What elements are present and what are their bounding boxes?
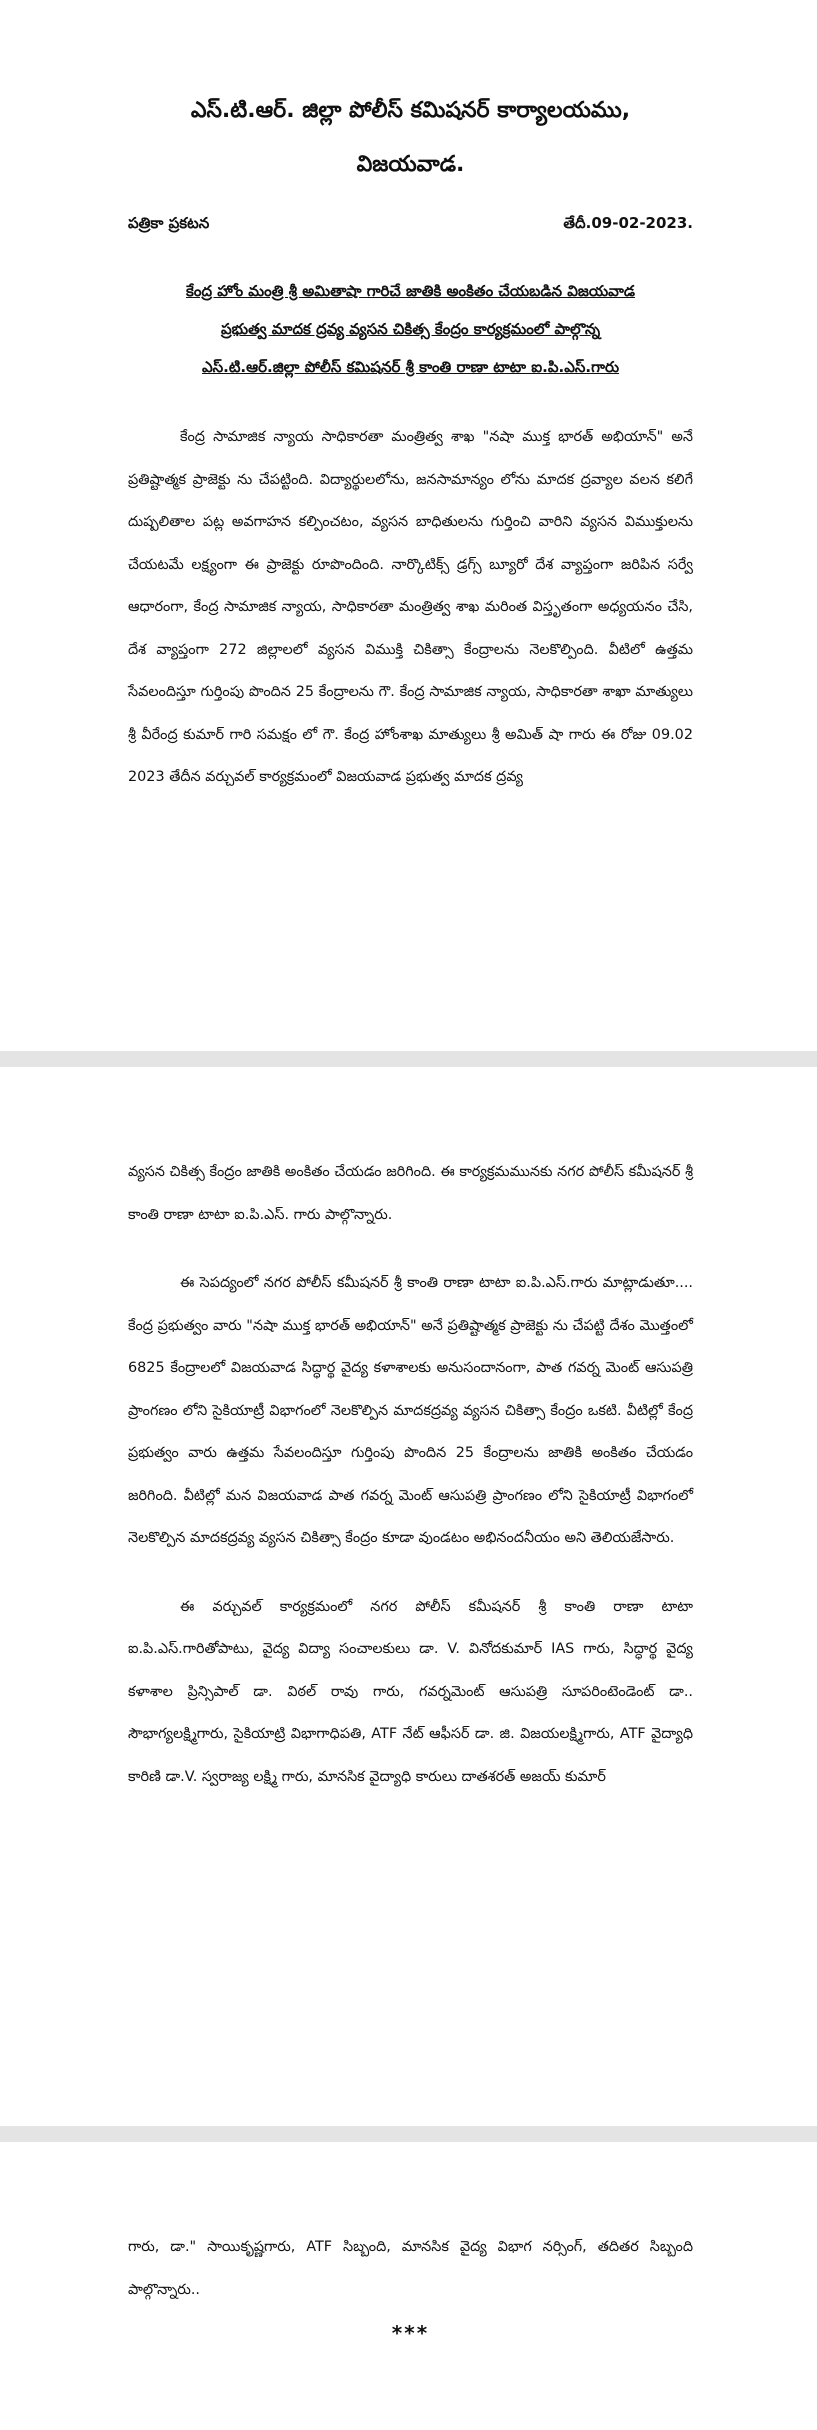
document-page-1 — [0, 0, 817, 1051]
document-page-2 — [0, 1067, 817, 2126]
press-release-date: తేదీ.09-02-2023. — [563, 214, 693, 232]
body-paragraph-4: ఈ వర్చువల్ కార్యక్రమంలో నగర పోలీస్ కమీషనర్ శ్రీ కాంతి రాణా టాటా ఐ.పి.ఎస్.గారితోపాటు, వైద్య విద్యా సంచాలకులు డా. V. వినోదకుమార్ IAS గారు, సిద్ధార్థ వైద్య కళాశాల ప్రిన్సిపాల్ డా. విఠల్ రావు గారు, గవర్నమెంట్ ఆసుపత్రి సూపరింటెండెంట్ డా.. సౌభాగ్యలక్ష్మిగారు, సైకియాట్రి విభాగాధిపతి, ATF నేట్ ఆఫీసర్ డా. జి. విజయలక్ష్మిగారు, ATF వైద్యాధి కారిణి డా.V. స్వరాజ్య లక్ష్మి గారు, మానసిక వైద్యాధి కారులు దాతశరత్ అజయ్ కుమార్ — [128, 1598, 693, 1785]
press-release-row — [128, 212, 693, 234]
headline-line-1: కేంద్ర హోం మంత్రి శ్రీ అమితాషా గారిచే జాతికి అంకితం చేయబడిన విజయవాడ — [186, 282, 635, 300]
body-paragraph-3: ఈ సెపద్యంలో నగర పోలీస్ కమీషనర్ శ్రీ కాంతి రాణా టాటా ఐ.పి.ఎస్.గారు మాట్లాడుతూ.... కేంద్ర ప్రభుత్వం వారు "నషా ముక్త భారత్ అభియాన్" అనే ప్రతిష్టాత్మక ప్రాజెక్టు ను చేపట్టి దేశం మొత్తంలో 6825 కేంద్రాలలో విజయవాడ సిద్ధార్థ వైద్య కళాశాలకు అనుసందానంగా, పాత గవర్న మెంట్ ఆసుపత్రి ప్రాంగణం లోని సైకియాట్రీ విభాగంలో నెలకొల్పిన మాదకద్రవ్య వ్యసన చికిత్సా కేంద్రం ఒకటి. వీటిల్లో కేంద్ర ప్రభుత్వం వారు ఉత్తమ సేవలందిస్తూ గుర్తింపు పొందిన 25 కేంద్రాలను జాతికి అంకితం చేయడం జరిగింది. వీటిల్లో మన విజయవాడ పాత గవర్న మెంట్ ఆసుపత్రి ప్రాంగణం లోని సైకియాట్రీ విభాగంలో నెలకొల్పిన మాదకద్రవ్య వ్యసన చికిత్సా కేంద్రం కూడా వుండటం అభినందనీయం అని తెలియజేసారు. — [128, 1275, 693, 1546]
body-paragraph-5: గారు, డా." సాయికృష్ణగారు, ATF సిబ్బంది, మానసిక వైద్య విభాగ నర్సింగ్, తదితర సిబ్బంది పాల్గొన్నారు.. — [128, 2239, 693, 2298]
body-paragraph-2: వ్యసన చికిత్స కేంద్రం జాతికి అంకితం చేయడం జరిగింది. ఈ కార్యక్రమమునకు నగర పోలీస్ కమీషనర్ శ్రీ కాంతి రాణా టాటా ఐ.పి.ఎస్. గారు పాల్గొన్నారు. — [128, 1164, 693, 1223]
end-mark: *** — [391, 2321, 430, 2345]
headline-line-3: ఎస్.టి.ఆర్.జిల్లా పోలీస్ కమిషనర్ శ్రీ కాంతి రాణా టాటా ఐ.పి.ఎస్.గారు — [201, 358, 620, 376]
headline — [128, 272, 693, 386]
press-release-label: పత్రికా ప్రకటన — [128, 214, 210, 232]
headline-line-2: ప్రభుత్వ మాదక ద్రవ్య వ్యసన చికిత్స కేంద్రం కార్యక్రమంలో పాల్గొన్న — [220, 320, 601, 338]
document-page-3 — [0, 2142, 817, 2430]
body-paragraph-1: కేంద్ర సామాజిక న్యాయ సాధికారతా మంత్రిత్వ శాఖ "నషా ముక్త భారత్ అభియాన్" అనే ప్రతిష్టాత్మక ప్రాజెక్టు ను చేపట్టింది. విద్యార్థులలోను, జనసామాన్యం లోను మాదక ద్రవ్యాల వలన కలిగే దుష్పలితాల పట్ల అవగాహన కల్పించటం, వ్యసన బాధితులను గుర్తించి వారిని వ్యసన విముక్తులను చేయటమే లక్ష్యంగా ఈ ప్రాజెక్టు రూపొందింది. నార్కొటిక్స్ డ్రగ్స్ బ్యూరో దేశ వ్యాప్తంగా జరిపిన సర్వే ఆధారంగా, కేంద్ర సామాజిక న్యాయ, సాధికారతా మంత్రిత్వ శాఖ మరింత విస్తృతంగా అధ్యయనం చేసి, దేశ వ్యాప్తంగా 272 జిల్లాలలో వ్యసన విముక్తి చికిత్సా కేంద్రాలను నెలకొల్పింది. వీటిలో ఉత్తమ సేవలందిస్తూ గుర్తింపు పొందిన 25 కేంద్రాలను గౌ. కేంద్ర సామాజిక న్యాయ, సాధికారతా శాఖా మాత్యులు శ్రీ వీరేంద్ర కుమార్ గారి సమక్షం లో గౌ. కేంద్ర హోంశాఖ మాత్యులు శ్రీ అమిత్ షా గారు ఈ రోజు 09.02 2023 తేదీన వర్చువల్ కార్యక్రమంలో విజయవాడ ప్రభుత్వ మాదక ద్రవ్య — [128, 429, 693, 785]
office-title: ఎస్.టి.ఆర్. జిల్లా పోలీస్ కమిషనర్ కార్యాలయము, — [190, 98, 631, 123]
office-city: విజయవాడ. — [356, 152, 465, 177]
